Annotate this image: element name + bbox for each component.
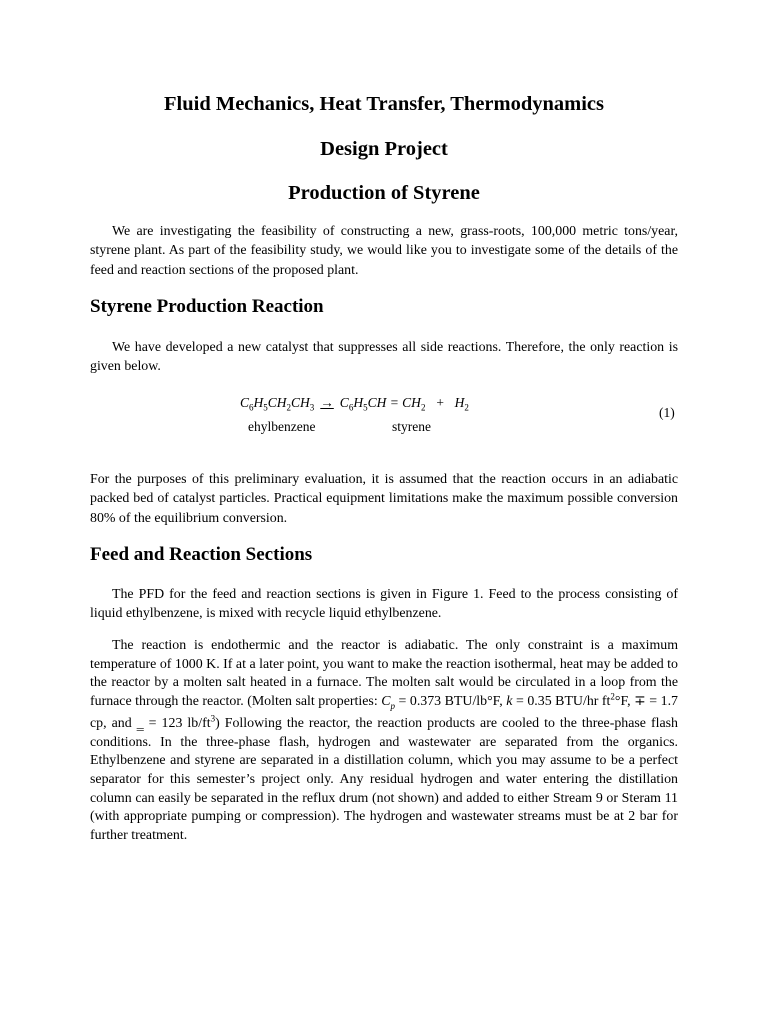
cp-value: = 0.373 BTU/lb°F, [398,693,507,709]
reaction-paragraph: We have developed a new catalyst that suppresses all side reactions. Therefore, the only reaction is given below. [90,340,678,375]
product-label: styrene [392,419,431,434]
title-line-1: Fluid Mechanics, Heat Transfer, Thermodynamics [164,93,604,115]
equation-number: (1) [659,405,675,420]
k-unit: °F, ∓ = 1.7 cp, and ‗ = 123 lb/ft [90,693,678,732]
reaction-details-text-b: ) Following the reactor, the reaction products are cooled to the three-phase flash conditions. In the three-phase flash, hydrogen and wastewater are separated from the organics. Ethylbenzene and styrene are separated in a distillation column, which you may assume to be a perfect separator for this semester’s project only. Any residual hydrogen and water entering the distillation column can easily be separated in the reflux drum (not shown) and added to either Stream 9 or Steram 11 (with appropriate pumping or compression). The hydrogen and wastewater streams must be at 2 bar for further treatment. [90,716,678,843]
pfd-paragraph: The PFD for the feed and reaction sections is given in Figure 1. Feed to the process consisting of liquid ethylbenzene, is mixed with recycle liquid ethylbenzene. [90,587,678,622]
title-line-2: Design Project [320,138,448,160]
cp-symbol: $C_p$ [381,693,395,711]
reaction-equation: $C_6H_5CH_2CH_3 \to C_6H_5CH = CH_2 + H_2$ [240,395,469,413]
section-heading-reaction: Styrene Production Reaction [90,296,324,317]
k-symbol: k [506,693,513,709]
evaluation-paragraph: For the purposes of this preliminary evaluation, it is assumed that the reaction occurs in an adiabatic packed bed of catalyst particles. Practical equipment limitations make the maximum possible conversion 80% of the equilibrium conversion. [90,472,678,526]
reaction-details-text-a: The reaction is endothermic and the reactor is adiabatic. The only constraint is a maximum temperature of 1000 K. If at a later point, you want to make the reaction isothermal, heat may be added to the reactor by a molten salt heated in a furnace. The molten salt would be circulated in a loop from the furnace through the reactor. (Molten salt properties: [90,638,678,709]
reaction-details-paragraph: The reaction is endothermic and the reactor is adiabatic. The only constraint is a maximum temperature of 1000 K. If at a later point, you want to make the reaction isothermal, heat may be added to the reactor by a molten salt heated in a furnace. The molten salt would be circulated in a loop from the furnace through the reactor. (Molten salt properties: $C_p = 0.373$ BTU/lb°F, k = 0.35 BTU/hr $ft^2^\circ F$, ∓ = 1.7 cp, and ‗ = 123 $lb/ft^3$) Following the reactor, the reaction products are cooled to the three-phase flash conditions. In the three-phase flash, hydrogen and wastewater are separated from the organics. Ethylbenzene and styrene are separated in a distillation column, which you may assume to be a perfect separator for this semester’s project only. Any residual hydrogen and water entering the distillation column can easily be separated in the reflux drum (not shown) and added to either Stream 9 or Steram 11 (with appropriate pumping or compression). The hydrogen and wastewater streams must be at 2 bar for further treatment. [90,638,678,843]
k-value: = 0.35 BTU/hr ft [515,693,611,709]
intro-paragraph: We are investigating the feasibility of constructing a new, grass-roots, 100,000 metric tons/year, styrene plant. As part of the feasibility study, we would like you to investigate some of the details of the feed and reaction sections of the proposed plant. [90,224,678,278]
title-line-3: Production of Styrene [288,182,480,204]
reactant-label: ehylbenzene [248,419,316,434]
section-heading-feed: Feed and Reaction Sections [90,544,313,565]
